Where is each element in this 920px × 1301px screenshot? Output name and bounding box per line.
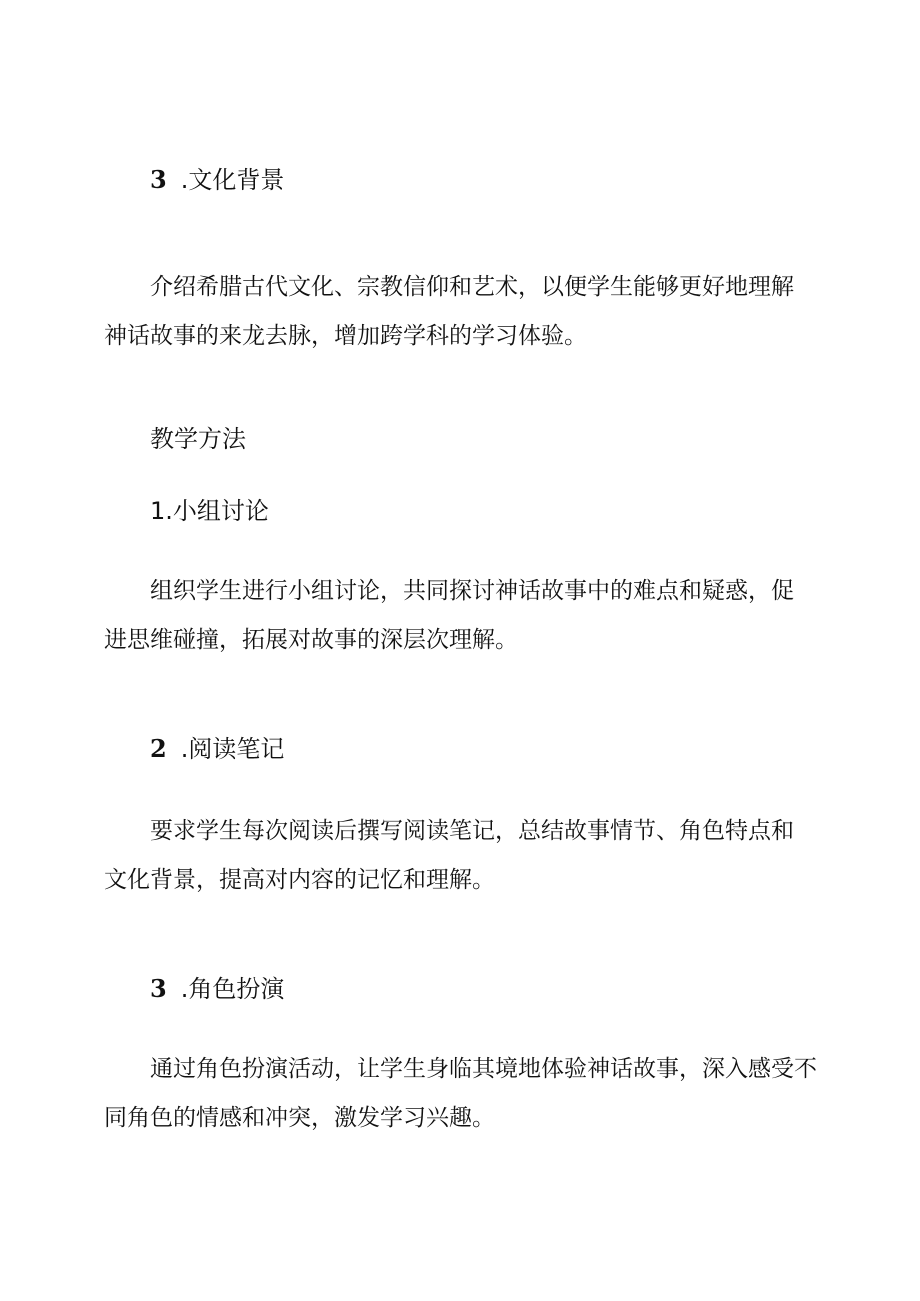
section-heading-culture-background bbox=[150, 165, 284, 195]
paragraph-line: 神话故事的来龙去脉，增加跨学科的学习体验。 bbox=[104, 323, 587, 349]
paragraph-reading-notes-continued bbox=[104, 866, 495, 894]
section-heading-group-discussion bbox=[150, 496, 269, 526]
paragraph-role-play-continued bbox=[104, 1104, 495, 1132]
paragraph-line: 文化背景，提高对内容的记忆和理解。 bbox=[104, 867, 495, 893]
section-title: .小组讨论 bbox=[165, 497, 269, 525]
paragraph-culture-background-continued bbox=[104, 322, 587, 350]
section-title: .文化背景 bbox=[180, 166, 285, 194]
section-number: 3 bbox=[150, 165, 167, 194]
paragraph-line: 同角色的情感和冲突，激发学习兴趣。 bbox=[104, 1105, 495, 1131]
section-title: .角色扮演 bbox=[180, 975, 285, 1003]
paragraph-line: 要求学生每次阅读后撰写阅读笔记，总结故事情节、角色特点和 bbox=[150, 818, 794, 844]
paragraph-line: 通过角色扮演活动，让学生身临其境地体验神话故事，深入感受不 bbox=[150, 1056, 817, 1082]
section-number: 1 bbox=[150, 497, 166, 525]
section-heading-reading-notes bbox=[150, 734, 284, 764]
paragraph-culture-background bbox=[150, 273, 794, 301]
paragraph-line: 介绍希腊古代文化、宗教信仰和艺术，以便学生能够更好地理解 bbox=[150, 274, 794, 300]
section-heading-role-play bbox=[150, 974, 284, 1004]
section-heading-teaching-methods bbox=[150, 424, 246, 454]
paragraph-line: 组织学生进行小组讨论，共同探讨神话故事中的难点和疑惑，促 bbox=[150, 578, 794, 604]
section-title: .阅读笔记 bbox=[180, 735, 285, 763]
section-title: 教学方法 bbox=[150, 425, 246, 453]
paragraph-group-discussion bbox=[150, 577, 794, 605]
paragraph-reading-notes bbox=[150, 817, 794, 845]
section-number: 3 bbox=[150, 974, 167, 1003]
paragraph-line: 进思维碰撞，拓展对故事的深层次理解。 bbox=[104, 627, 518, 653]
paragraph-group-discussion-continued bbox=[104, 626, 518, 654]
section-number: 2 bbox=[150, 734, 167, 763]
paragraph-role-play bbox=[150, 1055, 817, 1083]
